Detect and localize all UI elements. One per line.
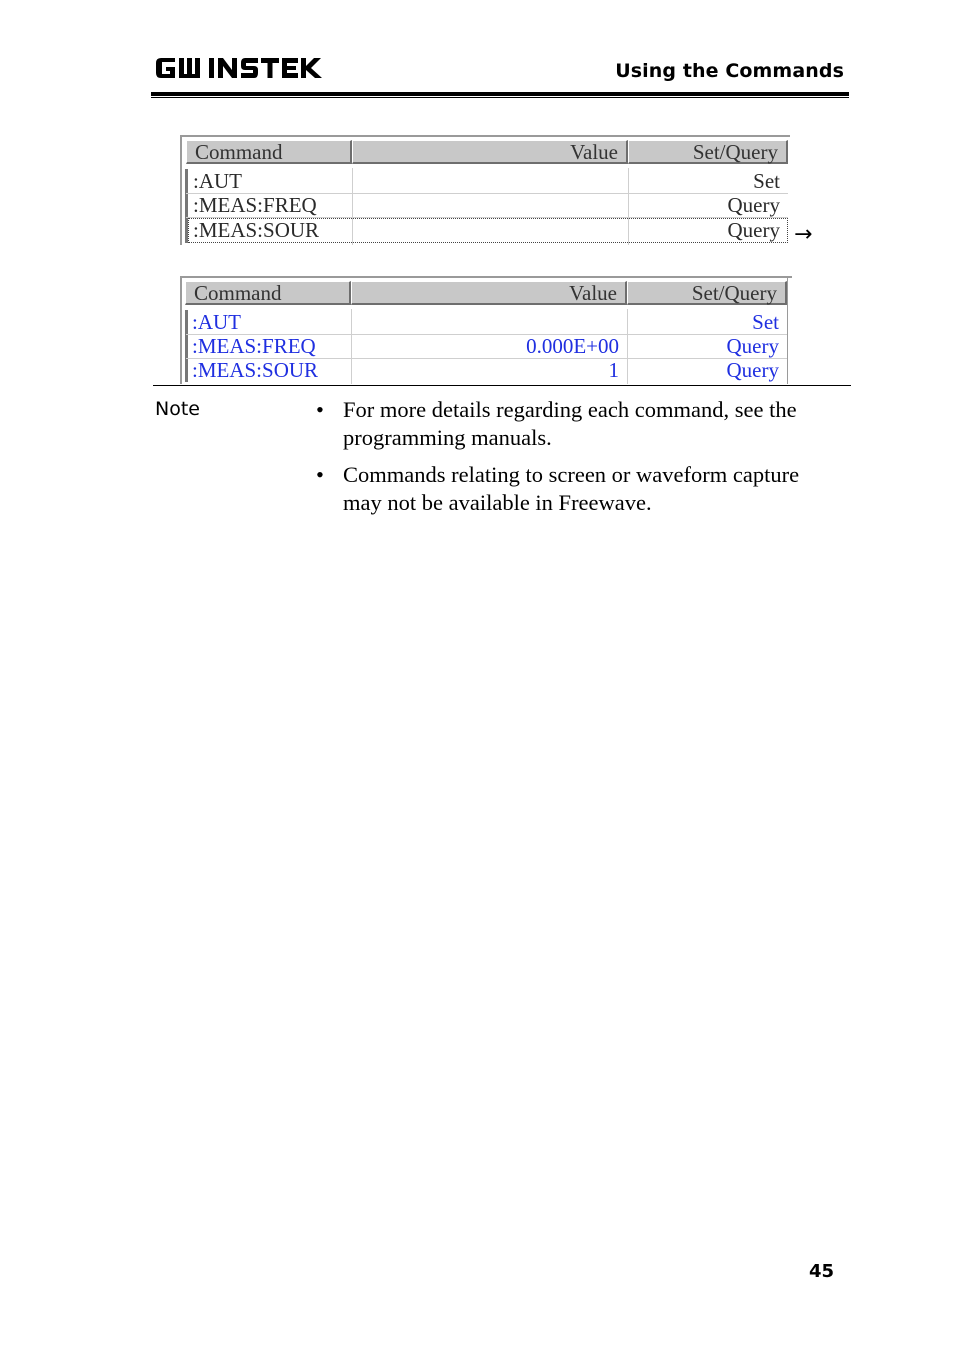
bullet-icon: • xyxy=(316,462,324,487)
table-cell-command[interactable]: :MEAS:SOUR xyxy=(193,218,320,242)
table-cell-value[interactable] xyxy=(351,310,627,334)
table-cell-set-query[interactable]: Query xyxy=(727,218,780,242)
column-header-value[interactable]: Value xyxy=(352,140,628,164)
command-table-before xyxy=(180,135,790,245)
bullet-icon: • xyxy=(316,397,324,422)
table-cell-value[interactable]: 0.000E+00 xyxy=(526,334,619,358)
table-cell-command[interactable]: :AUT xyxy=(192,310,241,334)
table-cell-value[interactable] xyxy=(352,218,628,242)
column-header-command[interactable]: Command xyxy=(186,140,352,164)
header-rule xyxy=(151,92,849,96)
column-header-value[interactable]: Value xyxy=(351,281,627,305)
column-header-command[interactable]: Command xyxy=(185,281,351,305)
table-cell-set-query[interactable]: Query xyxy=(726,334,779,358)
page-number: 45 xyxy=(808,1261,834,1282)
note-bullet-list xyxy=(316,396,836,526)
table-cell-value[interactable]: 1 xyxy=(608,358,619,382)
table-cell-set-query[interactable]: Query xyxy=(727,193,780,217)
table-cell-set-query[interactable]: Set xyxy=(753,169,780,193)
table-cell-value[interactable] xyxy=(352,193,628,217)
table-cell-set-query[interactable]: Set xyxy=(752,310,779,334)
table-cell-command[interactable]: :MEAS:SOUR xyxy=(192,358,319,382)
section-title: Using the Commands xyxy=(615,60,844,82)
arrow-icon: → xyxy=(794,222,813,247)
column-header-set-query[interactable]: Set/Query xyxy=(628,140,788,164)
note-label: Note xyxy=(155,398,200,420)
column-header-set-query[interactable]: Set/Query xyxy=(627,281,787,305)
note-bullet xyxy=(316,396,836,452)
section-divider xyxy=(153,385,851,386)
table-cell-command[interactable]: :AUT xyxy=(193,169,242,193)
table-cell-command[interactable]: :MEAS:FREQ xyxy=(193,193,317,217)
command-table-after xyxy=(180,276,792,384)
table-cell-set-query[interactable]: Query xyxy=(726,358,779,382)
gw-instek-logo xyxy=(153,54,325,82)
header-rule-thin xyxy=(151,97,849,98)
note-bullet xyxy=(316,461,836,517)
note-bullet-text: For more details regarding each command, see the programming manuals. xyxy=(343,397,797,450)
column-divider xyxy=(787,278,788,384)
table-cell-value[interactable] xyxy=(352,169,628,193)
note-bullet-text: Commands relating to screen or waveform capture may not be available in Freewave. xyxy=(343,462,800,515)
table-cell-command[interactable]: :MEAS:FREQ xyxy=(192,334,316,358)
